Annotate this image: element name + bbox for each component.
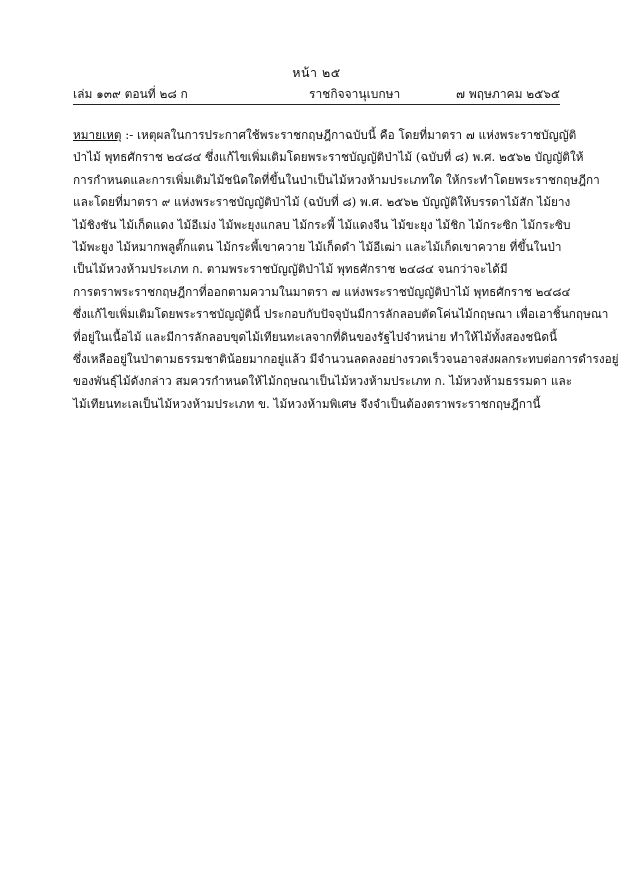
gazette-header [73, 85, 560, 103]
note-line: ป่าไม้ พุทธศักราช ๒๔๘๔ ซึ่งแก้ไขเพิ่มเติมโดยพระราชบัญญัติป่าไม้ (ฉบับที่ ๘) พ.ศ. ๒๕๖๒ บัญญัติให้ [73, 150, 584, 165]
note-line: เป็นไม้หวงห้ามประเภท ก. ตามพระราชบัญญัติป่าไม้ พุทธศักราช ๒๔๘๔ จนกว่าจะได้มี [73, 262, 508, 277]
note-line: ซึ่งแก้ไขเพิ่มเติมโดยพระราชบัญญัตินี้ ประกอบกับปัจจุบันมีการลักลอบตัดโค่นไม้กฤษณา เพื่อเอาชิ้นกฤษณา [73, 307, 609, 322]
note-line: และโดยที่มาตรา ๙ แห่งพระราชบัญญัติป่าไม้ (ฉบับที่ ๘) พ.ศ. ๒๕๖๒ บัญญัติให้บรรดาไม้สัก ไม้ยาง [73, 195, 571, 210]
note-line: ไม้พะยูง ไม้หมากพลูตั๊กแตน ไม้กระพี้เขาควาย ไม้เก็ดดำ ไม้อีเฒ่า และไม้เก็ดเขาควาย ที่ขึ้นในป่า [73, 239, 562, 254]
note-line: การกำหนดและการเพิ่มเติมไม้ชนิดใดที่ขึ้นในป่าเป็นไม้หวงห้ามประเภทใด ให้กระทำโดยพระราชกฤษฎีกา [73, 172, 600, 187]
header-rule [73, 104, 560, 105]
publication-date: ๗ พฤษภาคม ๒๕๖๕ [455, 87, 560, 101]
page-number: หน้า ๒๕ [292, 65, 341, 80]
volume-issue: เล่ม ๑๓๙ ตอนที่ ๒๘ ก [73, 87, 188, 101]
note-line: ไม้เทียนทะเลเป็นไม้หวงห้ามประเภท ข. ไม้หวงห้ามพิเศษ จึงจำเป็นต้องตราพระราชกฤษฎีกานี้ [73, 396, 541, 411]
note-line: ไม้ชิงชัน ไม้เก็ดแดง ไม้อีเม่ง ไม้พะยุงแกลบ ไม้กระพี้ ไม้แดงจีน ไม้ขะยุง ไม้ชิก ไม้กระซิก ไม้กระซิบ [73, 217, 571, 232]
explanatory-note [73, 124, 619, 415]
note-line-text: :- เหตุผลในการประกาศใช้พระราชกฤษฎีกาฉบับนี้ คือ โดยที่มาตรา ๗ แห่งพระราชบัญญัติ [121, 128, 577, 142]
gazette-name: ราชกิจจานุเบกษา [309, 87, 401, 101]
note-line: ของพันธุ์ไม้ดังกล่าว สมควรกำหนดให้ไม้กฤษณาเป็นไม้หวงห้ามประเภท ก. ไม้หวงห้ามธรรมดา และ [73, 374, 573, 389]
note-line: ที่อยู่ในเนื้อไม้ และมีการลักลอบขุดไม้เทียนทะเลจากที่ดินของรัฐไปจำหน่าย ทำให้ไม้ทั้งสองชนิดนี้ [73, 329, 558, 344]
note-line [73, 124, 577, 146]
note-line: การตราพระราชกฤษฎีกาที่ออกตามความในมาตรา ๗ แห่งพระราชบัญญัติป่าไม้ พุทธศักราช ๒๔๘๔ [73, 284, 571, 299]
note-line: ซึ่งเหลืออยู่ในป่าตามธรรมชาติน้อยมากอยู่แล้ว มีจำนวนลดลงอย่างรวดเร็วจนอาจส่งผลกระทบต่อการดำรงอยู่ [73, 351, 619, 366]
note-label: หมายเหตุ [73, 128, 122, 142]
